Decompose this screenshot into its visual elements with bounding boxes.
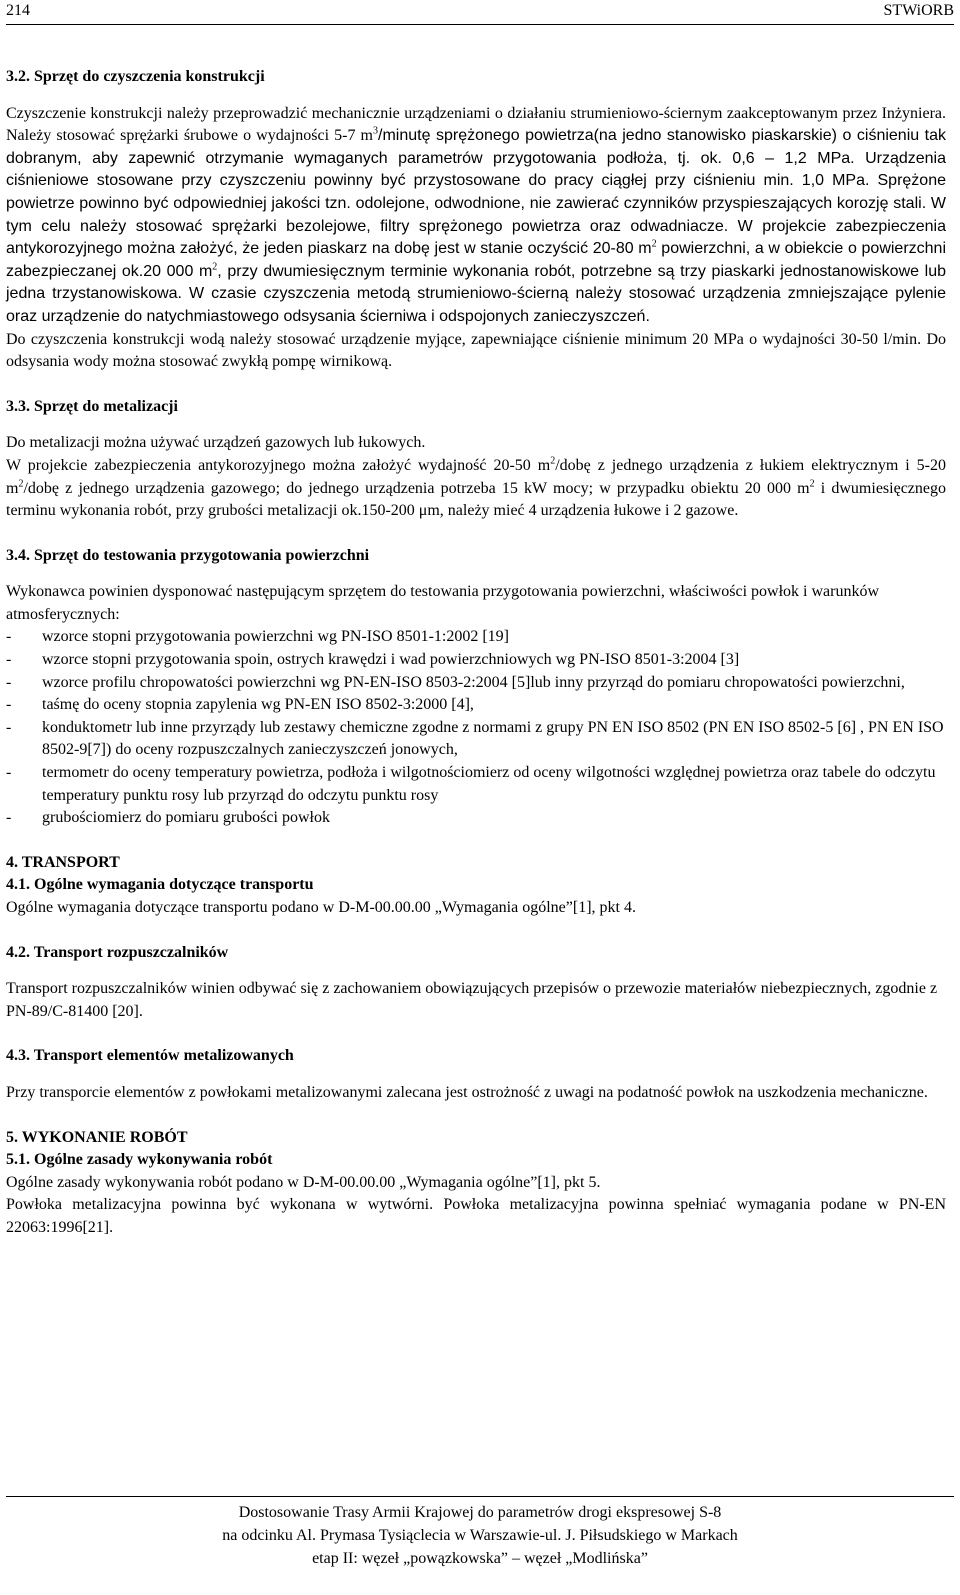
list-item: - konduktometr lub inne przyrządy lub zestawy chemiczne zgodne z normami z grupy PN EN ISO 8502 (PN EN ISO 8502-5 [6] , PN EN ISO 8502-9[7]) do oceny rozpuszczalnych zanieczyszczeń jonowych, — [6, 718, 944, 759]
superscript: 2 — [212, 261, 218, 273]
superscript: 2 — [809, 478, 815, 490]
section-3-3-paragraph-2: W projekcie zabezpieczenia antykorozyjnego można założyć wydajność 20-50 $m^2$/dobę z jednego urządzenia z łukiem elektrycznym i 5-20 $m^2$/dobę z jednego urządzenia gazowego; do jednego urządzenia potrzeba 15 kW mocy; w przypadku obiektu 20 000 $m^2$ i dwumiesięcznego terminu wykonania robót, przy grubości metalizacji ok.150-200 μm, należy mieć 4 urządzenia łukowe i 2 gazowe. — [6, 455, 947, 520]
footer-line-3: etap II: węzeł „powązkowska” – węzeł „Modlińska” — [312, 1550, 648, 1567]
page-header — [6, 2, 954, 25]
section-4-1-text: Ogólne wymagania dotyczące transportu podano w D-M-00.00.00 „Wymagania ogólne”[1], pkt 4. — [6, 899, 636, 916]
superscript: 2 — [550, 455, 556, 467]
section-3-4-intro: Wykonawca powinien dysponować następującym sprzętem do testowania przygotowania powierzchni, właściwości powłok i warunków atmosferycznych: — [6, 583, 880, 623]
section-3-3-paragraph-1: Do metalizacji można używać urządzeń gazowych lub łukowych. — [6, 434, 426, 452]
section-4-2-title: 4.2. Transport rozpuszczalników — [6, 943, 229, 961]
section-5-1-text-2: Powłoka metalizacyjna powinna być wykonana w wytwórni. Powłoka metalizacyjna powinna spełniać wymagania podane w PN-EN 22063:1996[21]. — [6, 1196, 946, 1236]
superscript: 2 — [651, 238, 657, 250]
section-3-2-paragraph: Czyszczenie konstrukcji należy przeprowadzić mechanicznie urządzeniami o działaniu strumieniowo-ściernym zaakceptowanym przez Inżyniera. Należy stosować sprężarki śrubowe o wydajności 5-7 $m^3$/minutę sprężonego powietrza(na jedno stanowisko piaskarskie) o ciśnieniu tak dobranym, aby zapewnić otrzymanie wymaganych parametrów przygotowania podłoża, tj. ok. 0,6 – 1,2 MPa. Urządzenia ciśnieniowe stosowane przy czyszczeniu powinny być przystosowane do pracy ciągłej przy ciśnieniu min. 1,0 MPa. Sprężone powietrze powinno być odpowiedniej jakości tzn. odolejone, odwodnione, nie zawierać czynników przyspieszających korozję stali. W tym celu należy stosować sprężarki bezolejowe, filtry sprężonego powietrza oraz odwadniacze. W projekcie zabezpieczenia antykorozyjnego można założyć, że jeden piaskarz na dobę jest w stanie oczyścić 20-80 $m^2$ powierzchni, a w obiekcie o powierzchni zabezpieczanej ok.20 000 $m^2$, przy dwumiesięcznym terminie wykonania robót, potrzebne są trzy piaskarki jednostanowiskowe lub jedna trzystanowiskowa. W czasie czyszczenia metodą strumieniowo-ścierną należy stosować urządzenia zmniejszające pylenie oraz urządzenie do natychmiastowego odsysania ścierniwa i odspojonych zanieczyszczeń. — [6, 104, 947, 325]
footer-line-2: na odcinku Al. Prymasa Tysiąclecia w Warszawie-ul. J. Piłsudskiego w Markach — [222, 1527, 738, 1544]
page-number: 214 — [6, 2, 30, 19]
section-3-2-paragraph-2: Do czyszczenia konstrukcji wodą należy stosować urządzenie myjące, zapewniające ciśnienie minimum 20 MPa o wydajności 30-50 l/min. Do odsysania wody można stosować zwykłą pompę wirnikową. — [6, 330, 946, 371]
section-4-1-title: 4.1. Ogólne wymagania dotyczące transportu — [6, 876, 314, 894]
section-5-1-text: Ogólne zasady wykonywania robót podano w D-M-00.00.00 „Wymagania ogólne”[1], pkt 5. — [6, 1173, 601, 1191]
section-3-2-title: 3.2. Sprzęt do czyszczenia konstrukcji — [6, 68, 265, 85]
section-4-3-title: 4.3. Transport elementów metalizowanych — [6, 1047, 294, 1065]
section-4-2-text: Transport rozpuszczalników winien odbywać się z zachowaniem obowiązujących przepisów o przewozie materiałów niebezpiecznych, zgodnie z PN-89/C-81400 [20]. — [6, 980, 938, 1020]
list-item: - grubościomierz do pomiaru grubości powłok — [6, 809, 330, 827]
footer-line-1: Dostosowanie Trasy Armii Krajowej do parametrów drogi ekspresowej S-8 — [238, 1504, 722, 1521]
section-5-title: 5. WYKONANIE ROBÓT — [6, 1128, 188, 1146]
list-item: - termometr do oceny temperatury powietrza, podłoża i wilgotnościomierz od oceny wilgotności względnej powietrza oraz tabele do odczytu temperatury punktu rosy lub przyrząd do odczytu punktu rosy — [6, 764, 936, 804]
page-content — [6, 66, 946, 1240]
superscript: 3 — [373, 125, 378, 137]
list-item: - wzorce profilu chropowatości powierzchni wg PN-EN-ISO 8503-2:2004 [5]lub inny przyrząd do pomiaru chropowatości powierzchni, — [6, 673, 905, 691]
section-4-title: 4. TRANSPORT — [6, 853, 120, 871]
section-3-3-title: 3.3. Sprzęt do metalizacji — [6, 397, 178, 415]
equipment-list — [6, 626, 946, 829]
list-item: - taśmę do oceny stopnia zapylenia wg PN-EN ISO 8502-3:2000 [4], — [6, 696, 474, 714]
section-5-1-title: 5.1. Ogólne zasady wykonywania robót — [6, 1151, 273, 1169]
list-item: - wzorce stopni przygotowania powierzchni wg PN-ISO 8501-1:2002 [19] — [6, 628, 510, 646]
section-4-3-text: Przy transporcie elementów z powłokami metalizowanymi zalecana jest ostrożność z uwagi na podatność powłok na uszkodzenia mechaniczne. — [6, 1083, 928, 1101]
superscript: 2 — [18, 478, 24, 490]
page-footer — [6, 1496, 954, 1570]
list-item: - wzorce stopni przygotowania spoin, ostrych krawędzi i wad powierzchniowych wg PN-ISO 8501-3:2004 [3] — [6, 651, 740, 669]
document-code: STWiORB — [883, 2, 954, 19]
section-3-4-title: 3.4. Sprzęt do testowania przygotowania powierzchni — [6, 546, 370, 564]
